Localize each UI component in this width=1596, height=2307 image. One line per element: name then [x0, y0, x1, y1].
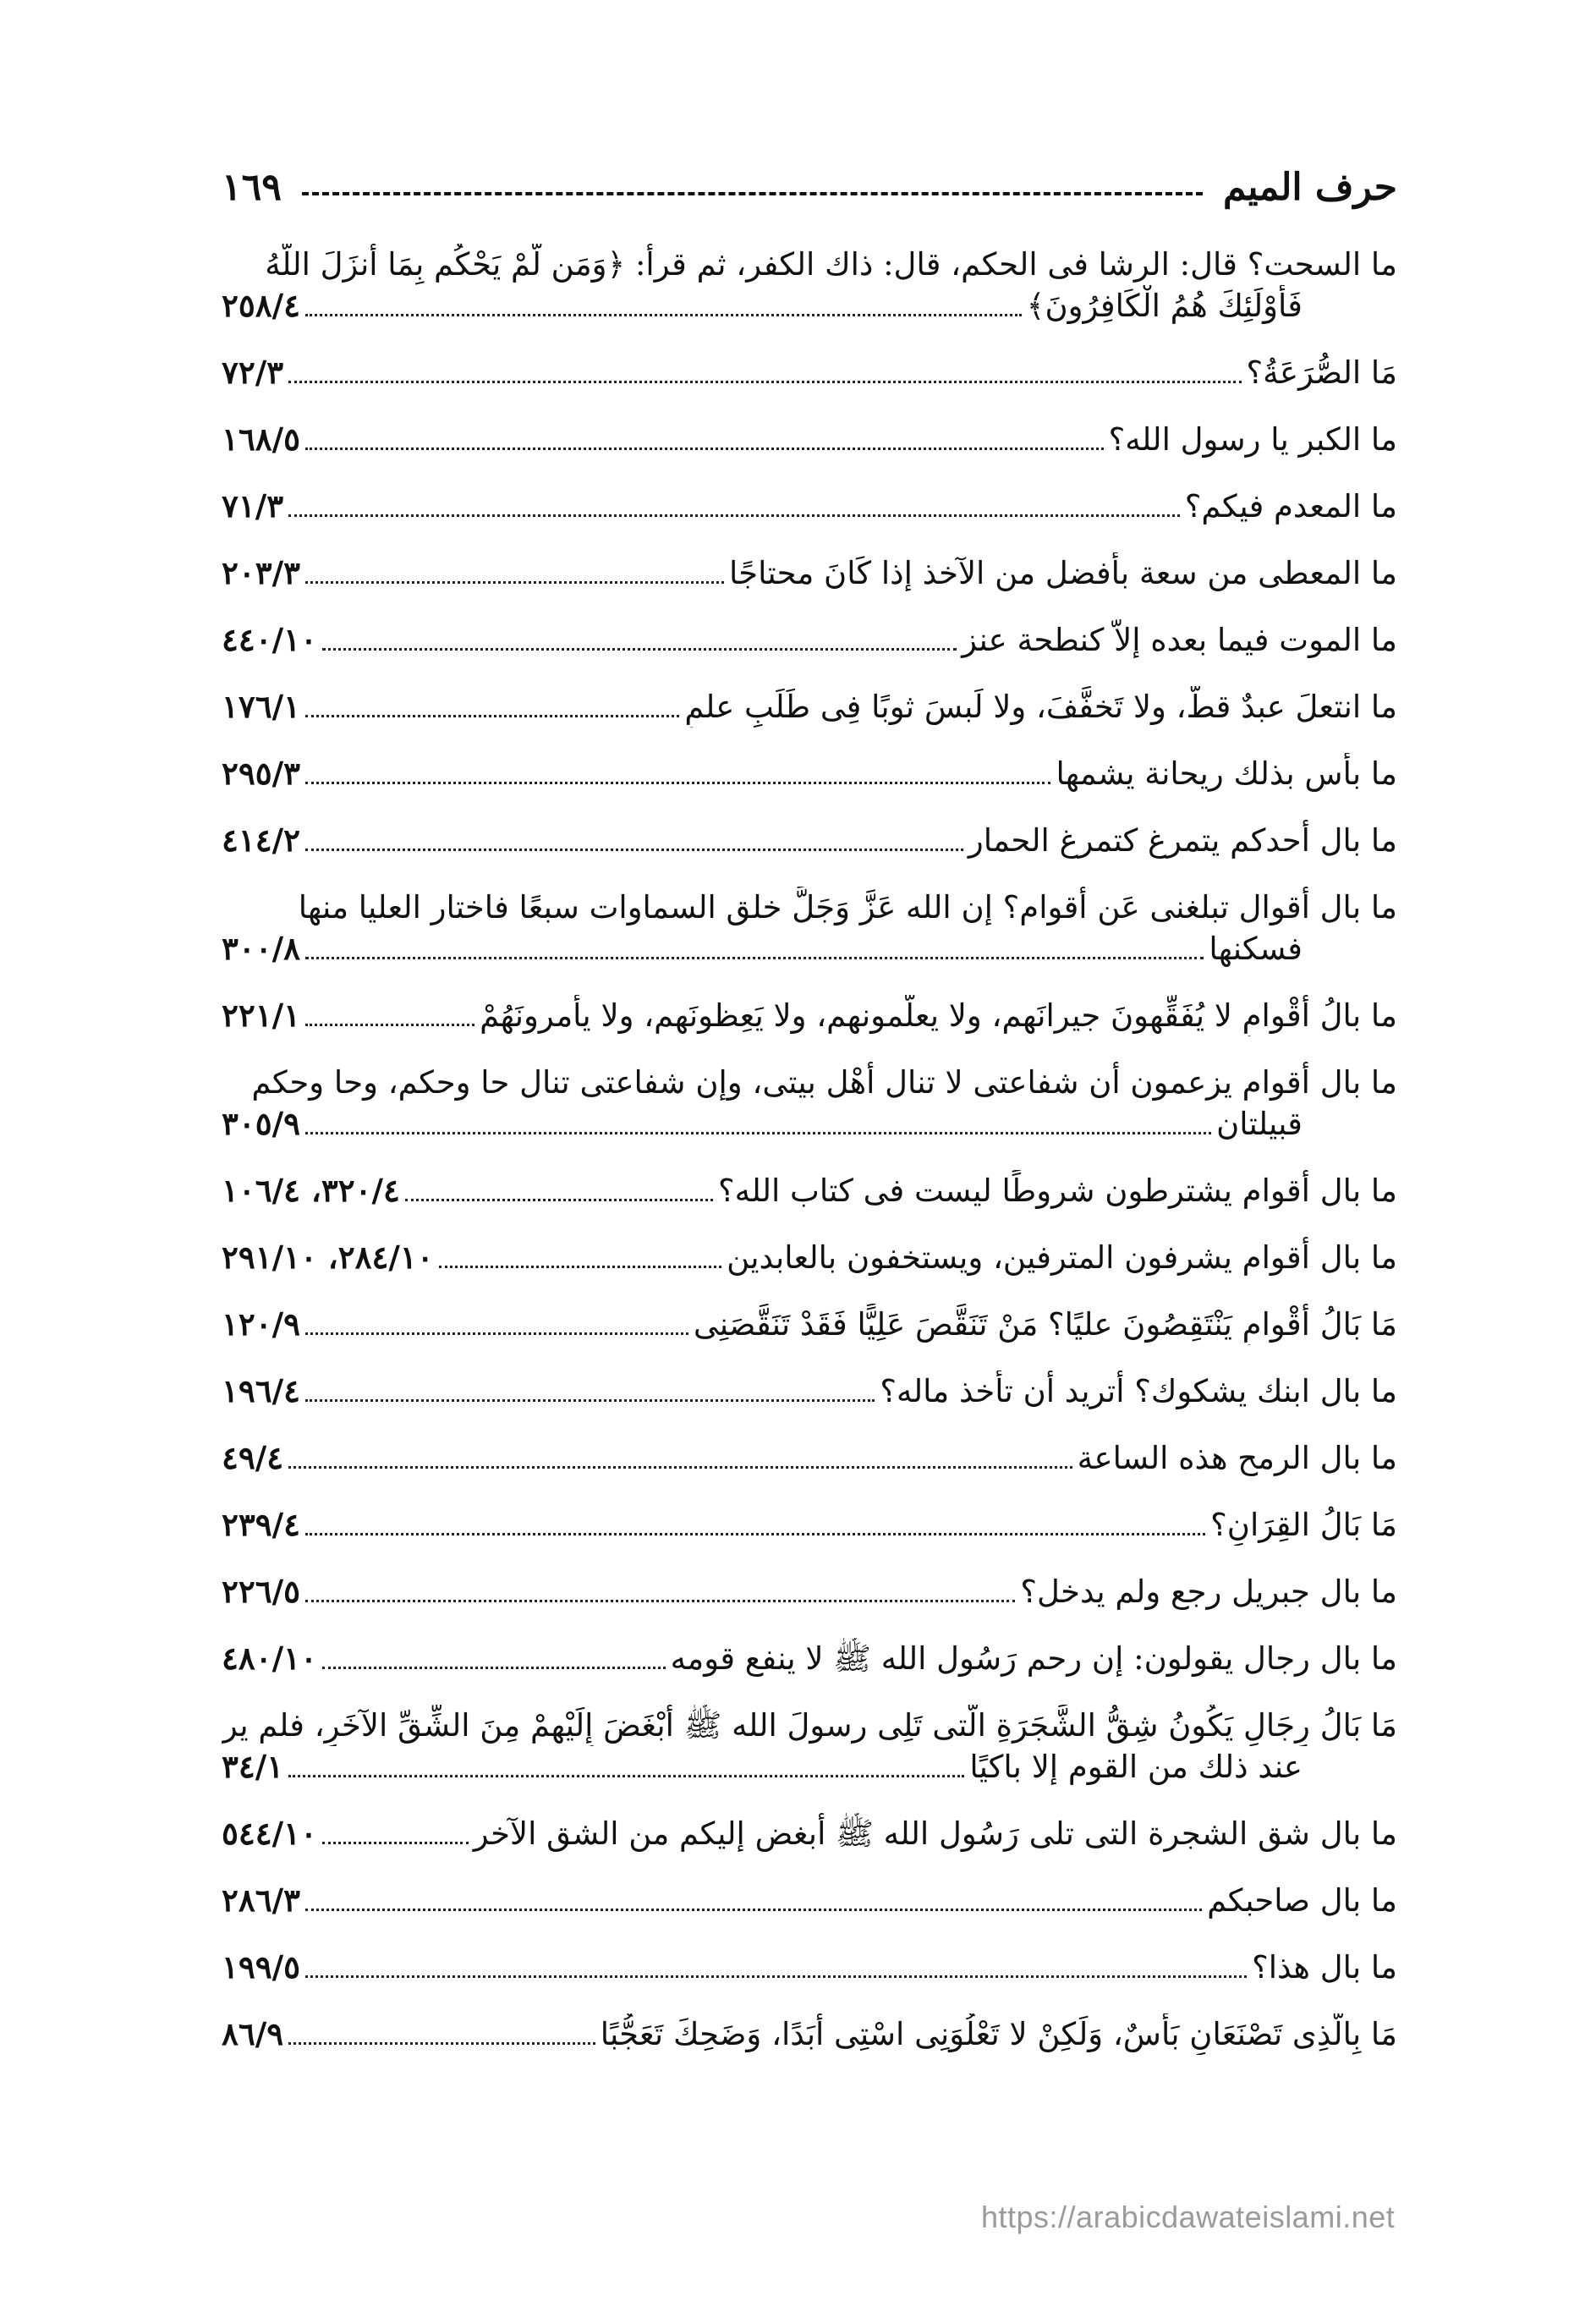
dot-leader — [305, 957, 1204, 959]
volume-page-ref: ٢٣٩/٤ — [222, 1506, 301, 1543]
entry-line — [222, 1947, 1397, 1988]
entry-line — [222, 1437, 1397, 1479]
entry-line — [222, 1571, 1397, 1612]
dot-leader — [305, 1132, 1211, 1134]
index-entry — [222, 1504, 1397, 1546]
chapter-title: حرف الميم — [1222, 165, 1397, 209]
entry-text: ما بال رجال يقولون: إن رحم رَسُول الله ﷺ لا ينفع قومه — [670, 1640, 1397, 1677]
entry-text: ما بال أحدكم يتمرغ كتمرغ الحمار — [968, 822, 1397, 859]
index-entry — [222, 419, 1397, 460]
entry-continuation-text: فَأُوْلَئِكَ هُمُ الْكَافِرُونَ﴾ — [1026, 288, 1303, 324]
volume-page-ref: ٤٩/٤ — [222, 1439, 284, 1476]
volume-page-ref: ٣٤/١ — [222, 1748, 284, 1785]
entry-text: ما بال أقوال تبلغنى عَن أقوام؟ إن الله عَزَّ وَجَلَّ خلق السماوات سبعًا فاختار العليا منها — [298, 889, 1397, 926]
entry-line — [222, 1880, 1397, 1921]
entry-line — [222, 552, 1397, 594]
dot-leader — [305, 448, 1104, 450]
index-entry — [222, 1062, 1397, 1145]
entry-line — [222, 1638, 1397, 1679]
entry-continuation-text: فسكنها — [1209, 931, 1303, 967]
index-entry — [222, 352, 1397, 393]
index-entry — [222, 2013, 1397, 2055]
entry-text: ما بال صاحبكم — [1207, 1882, 1397, 1919]
index-entry — [222, 820, 1397, 861]
entry-text: ما بال أقوام يزعمون أن شفاعتى لا تنال أهْل بيتى، وإن شفاعتى تنال حا وحكم، وحا وحكم — [251, 1064, 1397, 1101]
entry-text: ما المعطى من سعة بأفضل من الآخذ إذا كَانَ محتاجًا — [728, 555, 1397, 591]
index-entry — [222, 1237, 1397, 1278]
entry-text: ما بال أقوام يشرفون المترفين، ويستخفون بالعابدين — [727, 1239, 1397, 1276]
dot-leader — [305, 1024, 474, 1026]
volume-page-ref: ١٩٩/٥ — [222, 1948, 301, 1986]
dot-leader — [305, 715, 679, 717]
entry-text: ما الموت فيما بعده إلاَّ كنطحة عنز — [962, 622, 1397, 658]
entry-continuation-line — [222, 1746, 1397, 1788]
index-entry — [222, 486, 1397, 527]
index-entry — [222, 1304, 1397, 1345]
volume-page-ref: ٤٨٠/١٠ — [222, 1640, 317, 1677]
entry-line — [222, 1705, 1397, 1746]
index-entry — [222, 686, 1397, 728]
index-entry — [222, 995, 1397, 1036]
entry-text: ما بأس بذلك ريحانة يشمها — [1056, 755, 1397, 792]
entry-continuation-text: عند ذلك من القوم إلا باكيًا — [969, 1749, 1303, 1785]
entry-line — [222, 1504, 1397, 1546]
index-entry — [222, 1370, 1397, 1412]
volume-page-ref: ١٢٠/٩ — [222, 1305, 301, 1343]
index-entry — [222, 1705, 1397, 1788]
entry-line — [222, 1170, 1397, 1211]
dot-leader — [322, 1667, 666, 1669]
volume-page-ref: ٢٨٤/١٠، ٢٩١/١٠ — [222, 1239, 434, 1276]
page-number: ١٦٩ — [222, 165, 282, 209]
index-entry — [222, 753, 1397, 794]
dot-leader — [439, 1266, 721, 1268]
entry-line — [222, 1370, 1397, 1412]
volume-page-ref: ٢٩٥/٣ — [222, 755, 301, 792]
entry-text: مَا بَالُ القِرَانِ؟ — [1210, 1507, 1397, 1543]
dot-leader — [288, 1466, 1072, 1469]
entry-text: ما السحت؟ قال: الرشا فى الحكم، قال: ذاك الكفر، ثم قرأ: ﴿وَمَن لَّمْ يَحْكُم بِمَا أَنزَلَ اللَّهُ — [265, 246, 1397, 283]
dot-leader — [305, 849, 963, 851]
dot-leader — [305, 782, 1050, 784]
entry-line — [222, 244, 1397, 285]
entry-text: ما المعدم فيكم؟ — [1184, 488, 1397, 525]
page-header — [222, 157, 1397, 217]
volume-page-ref: ٧٢/٣ — [222, 354, 284, 391]
entry-text: ما انتعلَ عبدٌ قطُّ، ولا تَخفَّفَ، ولا لَبسَ ثوبًا فِى طَلَبِ علمٍ — [684, 689, 1397, 725]
entry-line — [222, 419, 1397, 460]
index-entry — [222, 1437, 1397, 1479]
entry-line — [222, 619, 1397, 661]
volume-page-ref: ٧١/٣ — [222, 487, 284, 525]
entry-line — [222, 887, 1397, 928]
volume-page-ref: ٨٦/٩ — [222, 2015, 284, 2052]
index-entry — [222, 1880, 1397, 1921]
dot-leader — [305, 1533, 1205, 1535]
dot-leader — [288, 381, 1241, 383]
dot-leader — [305, 1909, 1202, 1911]
entry-continuation-text: قبيلتان — [1216, 1106, 1303, 1142]
entry-text: ما الكبر يا رسول الله؟ — [1108, 421, 1397, 458]
index-entry — [222, 244, 1397, 327]
dot-leader — [288, 2042, 595, 2045]
dot-leader — [305, 1399, 875, 1402]
entry-text: ما بالُ أقْوامٍ لا يُفَقِّهونَ جيرانَهم، ولا يعلّمونهم، ولا يَعِظونَهم، ولا يأمرونَهُمْ — [480, 997, 1397, 1034]
dot-leader — [405, 1199, 713, 1201]
entry-text: ما بال شق الشجرة التى تلى رَسُول الله ﷺ أبغض إليكم من الشق الآخر — [473, 1815, 1397, 1852]
index-entry — [222, 1571, 1397, 1612]
dot-leader — [288, 514, 1180, 517]
entry-line — [222, 1813, 1397, 1854]
index-entry — [222, 552, 1397, 594]
entry-continuation-line — [222, 1103, 1397, 1145]
entry-line — [222, 753, 1397, 794]
volume-page-ref: ٢٢٦/٥ — [222, 1573, 301, 1610]
index-entry — [222, 1638, 1397, 1679]
volume-page-ref: ٢٠٣/٣ — [222, 554, 301, 591]
volume-page-ref: ٢٨٦/٣ — [222, 1881, 301, 1919]
entry-line — [222, 486, 1397, 527]
volume-page-ref: ٤١٤/٢ — [222, 821, 301, 859]
volume-page-ref: ١٩٦/٤ — [222, 1372, 301, 1409]
entry-text: مَا بَالُ أقْوامٍ يَنْتَقِصُونَ عليًا؟ مَنْ تَنَقَّصَ عَلِيًّا فَقَدْ تَنَقَّصَنِى — [693, 1306, 1397, 1343]
index-entry — [222, 887, 1397, 969]
entry-line — [222, 995, 1397, 1036]
volume-page-ref: ٢٥٨/٤ — [222, 287, 301, 324]
entry-line — [222, 2013, 1397, 2055]
volume-page-ref: ٣٠٥/٩ — [222, 1105, 301, 1142]
volume-page-ref: ٣٢٠/٤، ١٠٦/٤ — [222, 1172, 400, 1209]
entry-text: ما بال هذا؟ — [1252, 1949, 1397, 1986]
index-entry — [222, 1170, 1397, 1211]
entry-text: ما بال الرمح هذه الساعة — [1077, 1440, 1397, 1476]
volume-page-ref: ١٦٨/٥ — [222, 420, 301, 458]
entry-continuation-line — [222, 285, 1397, 327]
index-entry — [222, 619, 1397, 661]
dot-leader — [305, 581, 724, 584]
entry-line — [222, 1304, 1397, 1345]
volume-page-ref: ٢٢١/١ — [222, 997, 301, 1034]
volume-page-ref: ٥٤٤/١٠ — [222, 1815, 317, 1852]
entry-text: ما بال أقوام يشترطون شروطًا ليست فى كتاب الله؟ — [718, 1173, 1397, 1209]
dot-leader — [305, 1600, 1015, 1602]
dot-leader — [305, 1332, 688, 1335]
dot-leader — [288, 1775, 964, 1777]
entry-text: ما بال جبريل رجع ولم يدخل؟ — [1020, 1574, 1397, 1610]
watermark-url: https://arabicdawateislami.net — [981, 2200, 1396, 2234]
entry-text: ما بال ابنك يشكوك؟ أتريد أن تأخذ ماله؟ — [880, 1373, 1397, 1409]
index-entry — [222, 1947, 1397, 1988]
entry-line — [222, 820, 1397, 861]
dot-leader — [305, 1975, 1247, 1978]
volume-page-ref: ٣٠٠/٨ — [222, 930, 301, 967]
header-rule — [302, 192, 1203, 195]
volume-page-ref: ٤٤٠/١٠ — [222, 621, 317, 658]
entry-text: مَا الصُّرَعَةُ؟ — [1246, 354, 1397, 391]
hadith-index-list — [222, 244, 1397, 2080]
dot-leader — [322, 1842, 469, 1844]
entry-line — [222, 1237, 1397, 1278]
entry-line — [222, 686, 1397, 728]
index-entry — [222, 1813, 1397, 1854]
entry-line — [222, 1062, 1397, 1103]
volume-page-ref: ١٧٦/١ — [222, 688, 301, 725]
entry-text: مَا بَالُ رِجَالٍ يَكُونُ شِقُّ الشَّجَرَةِ الَّتى تَلِى رسولَ الله ﷺ أَبْغَضَ إِلَيْهِمْ مِنَ الشِّقِّ الآخَرِ، فلم ير — [222, 1707, 1397, 1744]
entry-line — [222, 352, 1397, 393]
entry-continuation-line — [222, 928, 1397, 969]
entry-text: مَا بِالَّذِى تَصْنَعَانِ بَأسٌ، وَلَكِنْ لا تَعْلُوَنِى اسْتِى أبَدًا، وَضَحِكَ تَعَجُّبًا — [600, 2016, 1397, 2052]
dot-leader — [322, 648, 957, 651]
dot-leader — [305, 314, 1022, 316]
